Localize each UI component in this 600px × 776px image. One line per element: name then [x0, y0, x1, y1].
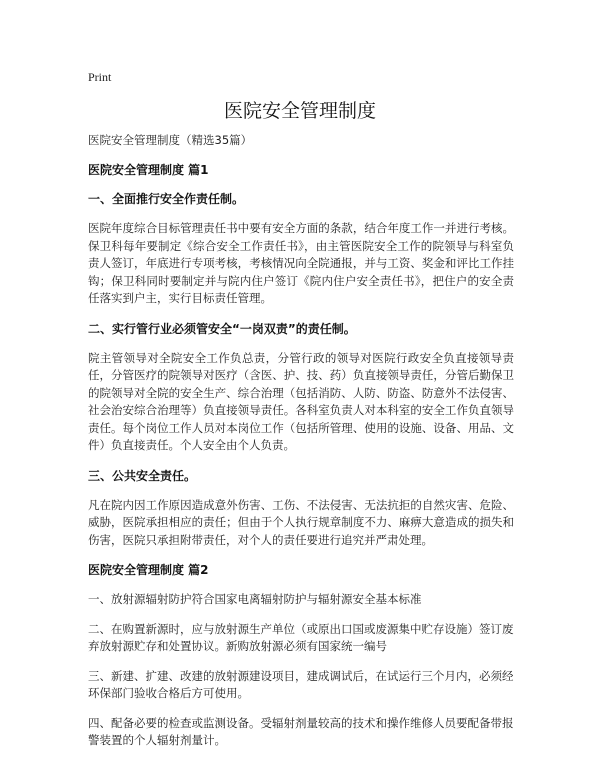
part-heading-2: 医院安全管理制度 篇2 [88, 563, 209, 577]
print-link[interactable]: Print [88, 70, 112, 84]
document-subtitle: 医院安全管理制度（精选35篇） [88, 133, 253, 147]
section-heading-2: 二、实行管行业必须管安全“一岗双责”的责任制。 [88, 321, 356, 336]
page-title: 医院安全管理制度 [223, 100, 376, 122]
list-item: 三、新建、扩建、改建的放射源建设项目，建成调试后，在试运行三个月内，必须经环保部门验收合格后方可使用。 [88, 668, 514, 700]
list-item: 四、配备必要的检查或监测设备。受辐射剂量较高的技术和操作维修人员要配备带报警装置的个人辐射剂量计。 [88, 715, 514, 747]
section-paragraph-3: 凡在院内因工作原因造成意外伤害、工伤、不法侵害、无法抗拒的自然灾害、危险、威胁，医院承担相应的责任；但由于个人执行规章制度不力、麻痹大意造成的损失和伤害，医院只承担附带责任，对个人的责任要进行追究并严肃处理。 [88, 497, 514, 547]
section-heading-1: 一、全面推行安全作责任制。 [88, 192, 245, 206]
list-item: 二、在购置新源时，应与放射源生产单位（或原出口国或废源集中贮存设施）签订废弃放射源贮存和处置协议。新购放射源必须有国家统一编号 [88, 621, 514, 653]
part-heading-1: 医院安全管理制度 篇1 [88, 163, 209, 177]
section-paragraph-1: 医院年度综合目标管理责任书中要有安全方面的条款，结合年度工作一并进行考核。保卫科每年要制定《综合安全工作责任书》，由主管医院安全工作的院领导与科室负责人签订，年底进行专项考核，考核情况向全院通报，并与工资、奖金和评比工作挂钩；保卫科同时要制定并与院内住户签订《院内住户安全责任书》，把住户的安全责任落实到户主，实行目标责任管理。 [88, 221, 514, 305]
section-heading-3: 三、公共安全责任。 [88, 468, 197, 483]
document-body [88, 132, 514, 762]
section-paragraph-2: 院主管领导对全院安全工作负总责，分管行政的领导对医院行政安全负直接领导责任，分管医疗的院领导对医疗（含医、护、技、药）负直接领导责任，分管后勤保卫的院领导对全院的安全生产、综合治理（包括消防、人防、防盗、防意外不法侵害、社会治安综合治理等）负直接领导责任。各科室负责人对本科室的安全工作负直领导责任。每个岗位工作人员对本岗位工作（包括所管理、使用的设施、设备、用品、文件）负直接责任。个人安全由个人负责。 [88, 350, 514, 452]
list-item: 一、放射源辐射防护符合国家电离辐射防护与辐射源安全基本标准 [88, 592, 422, 606]
